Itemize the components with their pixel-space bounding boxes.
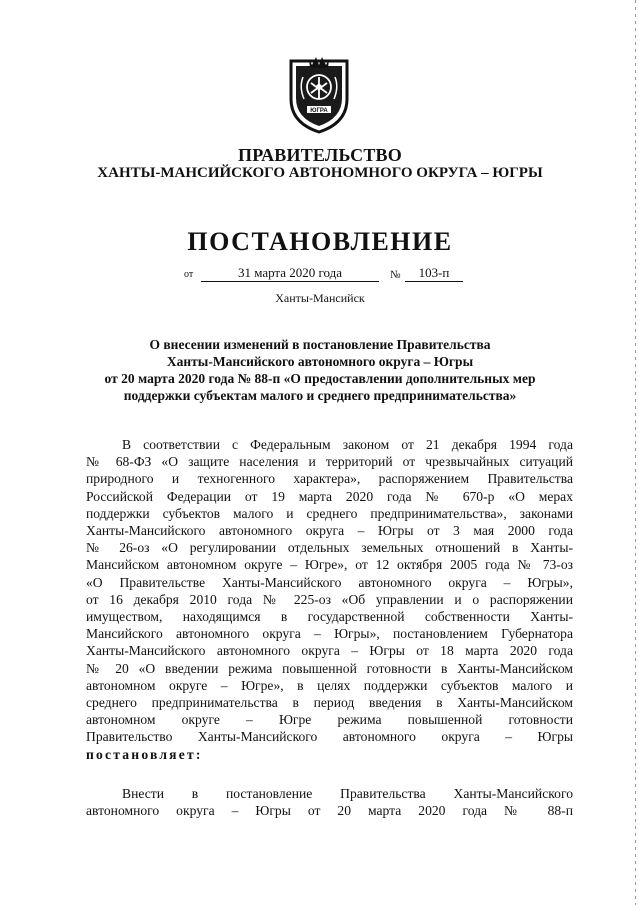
preamble-paragraph xyxy=(86,436,573,763)
text-line: Российской Федерации от 19 марта 2020 года № 670-р «О мерах xyxy=(86,488,573,504)
text-line: автономном округе – Югре режима повышенной готовности xyxy=(86,712,573,728)
text-line: В соответствии с Федеральным законом от 21 декабря 1994 года xyxy=(122,437,573,452)
org-name-line1: ПРАВИТЕЛЬСТВО xyxy=(238,145,402,165)
number-prefix-label: № xyxy=(390,269,401,281)
text-line: Внести в постановление Правительства Ханты-Мансийского xyxy=(122,786,573,801)
heading-line: О внесении изменений в постановление Правительства xyxy=(149,337,491,352)
org-name-line2: ХАНТЫ-МАНСИЙСКОГО АВТОНОМНОГО ОКРУГА – ЮГРЫ xyxy=(97,165,543,181)
text-line: поддержки субъектов малого и среднего предпринимательства», законами xyxy=(86,505,573,521)
text-line: автономном округе – Югре», в целях поддержки субъектов малого и xyxy=(86,677,573,693)
heading-line: от 20 марта 2020 года № 88-п «О предоставлении дополнительных мер xyxy=(104,371,536,386)
text-line: № 68-ФЗ «О защите населения и территорий от чрезвычайных ситуаций xyxy=(86,454,573,470)
text-line: Правительство Ханты-Мансийского автономного округа – Югры xyxy=(86,729,573,745)
text-line: «О Правительстве Ханты-Мансийского автономного округа – Югры», xyxy=(86,574,573,590)
document-heading xyxy=(80,336,560,404)
decree-word: постановляет: xyxy=(86,746,203,762)
scan-edge-line xyxy=(635,0,636,905)
operative-paragraph xyxy=(86,785,573,819)
date-prefix-label: от xyxy=(184,269,194,280)
text-line: Мансийском автономном округе – Югре», от 12 октября 2005 года № 73-оз xyxy=(86,557,573,573)
khmao-coat-of-arms-icon xyxy=(287,55,351,135)
document-number: 103-п xyxy=(405,264,463,282)
text-line: Мансийского автономного округа – Югры», постановлением Губернатора xyxy=(86,626,573,642)
text-line: природного и техногенного характера», распоряжением Правительства xyxy=(86,471,573,487)
text-line: № 26-оз «О регулировании отдельных земельных отношений в Ханты- xyxy=(86,540,573,556)
text-line: автономного округа – Югры от 20 марта 2020 года № 88-п xyxy=(86,803,573,819)
text-line: Ханты-Мансийского автономного округа – Югры от 3 мая 2000 года xyxy=(86,523,573,539)
text-line: от 16 декабря 2010 года № 225-оз «Об управлении и о распоряжении xyxy=(86,591,573,607)
document-date: 31 марта 2020 года xyxy=(201,264,379,282)
heading-line: Ханты-Мансийского автономного округа – Югры xyxy=(166,354,474,369)
heading-line: поддержки субъектам малого и среднего предпринимательства» xyxy=(123,388,517,403)
text-line: имуществом, находящимся в государственной собственности Ханты- xyxy=(86,609,573,625)
text-line: Ханты-Мансийского автономного округа – Югры от 18 марта 2020 года xyxy=(86,643,573,659)
date-number-row xyxy=(0,264,640,286)
emblem-text: ЮГРА xyxy=(310,108,328,114)
text-line: среднего предпринимательства в период введения в Ханты-Мансийском xyxy=(86,695,573,711)
text-line: № 20 «О введении режима повышенной готовности в Ханты-Мансийском xyxy=(86,660,573,676)
city-label: Ханты-Мансийск xyxy=(275,291,365,305)
document-type-title: ПОСТАНОВЛЕНИЕ xyxy=(187,227,453,256)
